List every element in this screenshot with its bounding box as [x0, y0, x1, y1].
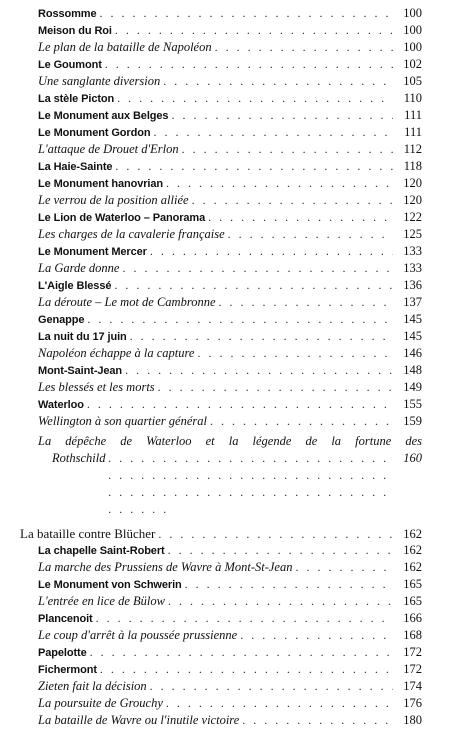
- toc-entry-title-line1: La dépêche de Waterloo et la légende de la fortune des: [38, 434, 422, 448]
- toc-leader-dots: [87, 312, 393, 327]
- toc-entry-title: Mont-Saint-Jean: [38, 365, 123, 377]
- toc-page-number: 145: [403, 312, 422, 326]
- toc-leader-dots: [168, 594, 393, 609]
- toc-entry-title: Le Monument von Schwerin: [38, 579, 182, 591]
- toc-list-1: [0, 6, 463, 431]
- toc-page-number: 111: [404, 125, 422, 139]
- toc-entry-title: Le Monument hanovrian: [38, 178, 164, 190]
- toc-entry-title: Le Lion de Waterloo – Panorama: [38, 212, 206, 224]
- toc-leader-dots: [115, 23, 393, 38]
- toc-leader-dots: [185, 577, 393, 592]
- toc-entry: [38, 159, 422, 176]
- toc-leader-dots: [168, 543, 393, 558]
- toc-leader-dots: [114, 278, 393, 293]
- toc-leader-dots: [100, 6, 394, 21]
- toc-leader-dots: [87, 397, 393, 412]
- section-title: La bataille contre Blücher: [20, 526, 156, 541]
- toc-entry: [38, 662, 422, 679]
- toc-leader-dots: [122, 261, 393, 276]
- toc-entry: [38, 91, 422, 108]
- toc-entry-title: Le verrou de la position alliée: [38, 193, 189, 207]
- toc-entry-title: Zieten fait la décision: [38, 679, 147, 693]
- toc-page-number: 165: [403, 594, 422, 608]
- toc-entry-title: La Haie-Sainte: [38, 161, 113, 173]
- toc-page-number: 180: [403, 713, 422, 727]
- toc-leader-dots: [105, 57, 393, 72]
- toc-entry: [38, 560, 422, 577]
- toc-entry: [38, 713, 422, 730]
- toc-entry-title: Fichermont: [38, 664, 97, 676]
- toc-leader-dots: [171, 108, 393, 123]
- toc-entry: [38, 193, 422, 210]
- toc-entry-title: Le Monument aux Belges: [38, 110, 169, 122]
- toc-entry: [38, 363, 422, 380]
- toc-entry-title: La bataille de Wavre ou l'inutile victoire: [38, 713, 240, 727]
- toc-leader-dots: [108, 450, 393, 518]
- toc-page-number: 149: [403, 380, 422, 394]
- toc-entry-title: Le Monument Mercer: [38, 246, 147, 258]
- toc-leader-dots: [90, 645, 393, 660]
- toc-entry-title: Le plan de la bataille de Napoléon: [38, 40, 212, 54]
- toc-leader-dots: [96, 611, 393, 626]
- toc-page-number: 133: [403, 261, 422, 275]
- toc-entry: [38, 577, 422, 594]
- toc-page-number: 159: [403, 414, 422, 428]
- toc-leader-dots: [150, 244, 393, 259]
- toc-entry-title: La chapelle Saint-Robert: [38, 545, 165, 557]
- toc-page-number: 165: [403, 577, 422, 591]
- toc-entry-title: Wellington à son quartier général: [38, 414, 207, 428]
- toc-entry-title: La marche des Prussiens de Wavre à Mont-St-Jean: [38, 560, 293, 574]
- toc-leader-dots: [158, 527, 393, 542]
- toc-entry: [38, 142, 422, 159]
- toc-entry: [38, 227, 422, 244]
- toc-page-number: 172: [403, 662, 422, 676]
- toc-page-number: 162: [403, 527, 422, 541]
- toc-leader-dots: [210, 414, 393, 429]
- toc-leader-dots: [208, 210, 393, 225]
- toc-leader-dots: [295, 560, 393, 575]
- toc-leader-dots: [228, 227, 393, 242]
- toc-leader-dots: [163, 74, 393, 89]
- toc-entry: [38, 346, 422, 363]
- toc-entry-title: La déroute – Le mot de Cambronne: [38, 295, 216, 309]
- toc-entry: [38, 295, 422, 312]
- toc-entry-title: Genappe: [38, 314, 85, 326]
- toc-entry-title: Waterloo: [38, 399, 84, 411]
- toc-entry: [38, 628, 422, 645]
- toc-page-number: 146: [403, 346, 422, 360]
- toc-entry: [38, 244, 422, 261]
- toc-entry-title: La stèle Picton: [38, 93, 115, 105]
- toc-page-number: 110: [403, 91, 422, 105]
- toc-leader-dots: [242, 713, 393, 728]
- toc-page-number: 162: [403, 560, 422, 574]
- toc-entry-title: Rossomme: [38, 8, 97, 20]
- toc-entry-title: Une sanglante diversion: [38, 74, 161, 88]
- toc-entry-title-line2: Rothschild: [52, 451, 106, 465]
- toc-section-heading: [20, 526, 422, 543]
- toc-entry-title: La Garde donne: [38, 261, 120, 275]
- toc-entry-title: Le coup d'arrêt à la poussée prussienne: [38, 628, 238, 642]
- toc-entry: [38, 261, 422, 278]
- toc-entry-title: L'entrée en lice de Bülow: [38, 594, 165, 608]
- toc-leader-dots: [215, 40, 393, 55]
- toc-entry-title: Plancenoit: [38, 613, 93, 625]
- toc-page-number: 168: [403, 628, 422, 642]
- toc-page-number: 133: [403, 244, 422, 258]
- toc-entry-multiline: [38, 433, 422, 518]
- toc-entry: [38, 312, 422, 329]
- toc-entry: [38, 329, 422, 346]
- toc-entry: [38, 397, 422, 414]
- toc-page-number: 160: [403, 451, 422, 465]
- toc-page-number: 172: [403, 645, 422, 659]
- toc-entry-title: Meison du Roi: [38, 25, 112, 37]
- toc-leader-dots: [158, 380, 393, 395]
- toc-entry: [38, 125, 422, 142]
- toc-page-number: 111: [404, 108, 422, 122]
- toc-entry-title: La nuit du 17 juin: [38, 331, 127, 343]
- toc-entry: [38, 6, 422, 23]
- toc-leader-dots: [240, 628, 393, 643]
- toc-entry-title: Papelotte: [38, 647, 87, 659]
- toc-leader-dots: [192, 193, 393, 208]
- toc-entry-title: Les charges de la cavalerie française: [38, 227, 225, 241]
- toc-entry-title: La poursuite de Grouchy: [38, 696, 163, 710]
- toc-entry: [38, 40, 422, 57]
- toc-entry-title: L'attaque de Drouet d'Erlon: [38, 142, 179, 156]
- toc-page-number: 137: [403, 295, 422, 309]
- toc-page-number: 120: [403, 193, 422, 207]
- toc-leader-dots: [182, 142, 393, 157]
- toc-page-number: 120: [403, 176, 422, 190]
- toc-page-number: 100: [403, 40, 422, 54]
- toc-leader-dots: [166, 176, 393, 191]
- toc-entry: [38, 696, 422, 713]
- toc-page-number: 136: [403, 278, 422, 292]
- toc-leader-dots: [117, 91, 393, 106]
- toc-entry: [38, 543, 422, 560]
- toc-page-number: 176: [403, 696, 422, 710]
- toc-entry-title: L'Aigle Blessé: [38, 280, 112, 292]
- toc-page-number: 102: [403, 57, 422, 71]
- toc-page-number: 166: [403, 611, 422, 625]
- toc-entry: [38, 74, 422, 91]
- toc-entry-title: Napoléon échappe à la capture: [38, 346, 195, 360]
- toc-page-number: 125: [403, 227, 422, 241]
- toc-leader-dots: [153, 125, 393, 140]
- toc-entry: [38, 679, 422, 696]
- toc-entry-title: Les blessés et les morts: [38, 380, 155, 394]
- toc-leader-dots: [197, 346, 393, 361]
- toc-entry: [38, 108, 422, 125]
- toc-entry: [38, 594, 422, 611]
- toc-page-number: 122: [403, 210, 422, 224]
- toc-page-number: 148: [403, 363, 422, 377]
- toc-page-number: 100: [403, 6, 422, 20]
- toc-page-number: 118: [403, 159, 422, 173]
- toc-entry-title: Le Goumont: [38, 59, 102, 71]
- toc-list-2: [0, 543, 463, 730]
- toc-page-number: 155: [403, 397, 422, 411]
- toc-entry: [38, 414, 422, 431]
- toc-entry: [38, 176, 422, 193]
- toc-entry: [38, 278, 422, 295]
- toc-page-number: 100: [403, 23, 422, 37]
- toc-page-number: 105: [403, 74, 422, 88]
- toc-page-number: 112: [403, 142, 422, 156]
- toc-entry: [38, 210, 422, 227]
- toc-leader-dots: [115, 159, 393, 174]
- toc-leader-dots: [166, 696, 393, 711]
- toc-entry: [38, 57, 422, 74]
- toc-page-number: 162: [403, 543, 422, 557]
- toc-entry: [38, 611, 422, 628]
- toc-leader-dots: [100, 662, 393, 677]
- toc-leader-dots: [219, 295, 393, 310]
- toc-page-number: 174: [403, 679, 422, 693]
- table-of-contents: [0, 6, 463, 730]
- toc-leader-dots: [130, 329, 393, 344]
- toc-entry: [38, 645, 422, 662]
- toc-leader-dots: [150, 679, 393, 694]
- toc-entry-title: Le Monument Gordon: [38, 127, 151, 139]
- toc-entry: [38, 23, 422, 40]
- toc-entry: [38, 380, 422, 397]
- toc-page-number: 145: [403, 329, 422, 343]
- toc-leader-dots: [125, 363, 393, 378]
